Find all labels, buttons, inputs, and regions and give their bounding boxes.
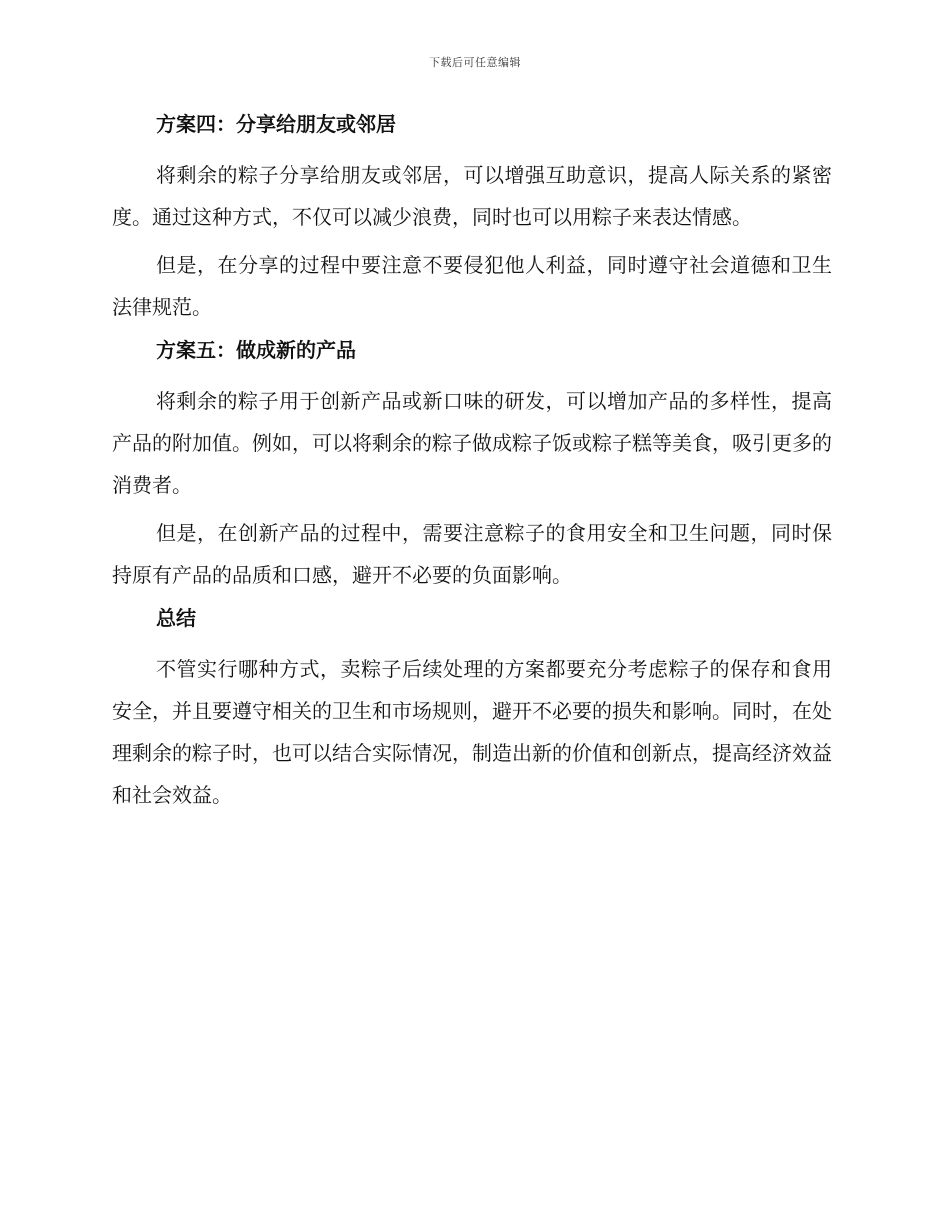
paragraph: 但是，在分享的过程中要注意不要侵犯他人利益，同时遵守社会道德和卫生法律规范。 — [112, 253, 832, 319]
document-body — [112, 108, 832, 822]
section-plan-five — [112, 334, 832, 596]
section-heading: 方案五：做成新的产品 — [156, 338, 356, 362]
paragraph: 但是，在创新产品的过程中，需要注意粽子的食用安全和卫生问题，同时保持原有产品的品质和口感，避开不必要的负面影响。 — [112, 521, 832, 587]
section-summary — [112, 602, 832, 816]
section-heading: 总结 — [156, 606, 196, 630]
paragraph: 不管实行哪种方式，卖粽子后续处理的方案都要充分考虑粽子的保存和食用安全，并且要遵守相关的卫生和市场规则，避开不必要的损失和影响。同时，在处理剩余的粽子时，也可以结合实际情况，制造出新的价值和创新点，提高经济效益和社会效益。 — [112, 657, 832, 807]
section-plan-four — [112, 108, 832, 328]
section-heading: 方案四：分享给朋友或邻居 — [156, 112, 396, 136]
paragraph: 将剩余的粽子分享给朋友或邻居，可以增强互助意识，提高人际关系的紧密度。通过这种方式，不仅可以减少浪费，同时也可以用粽子来表达情感。 — [112, 163, 832, 229]
paragraph: 将剩余的粽子用于创新产品或新口味的研发，可以增加产品的多样性，提高产品的附加值。例如，可以将剩余的粽子做成粽子饭或粽子糕等美食，吸引更多的消费者。 — [112, 389, 832, 497]
page-header: 下载后可任意编辑 — [429, 56, 521, 69]
